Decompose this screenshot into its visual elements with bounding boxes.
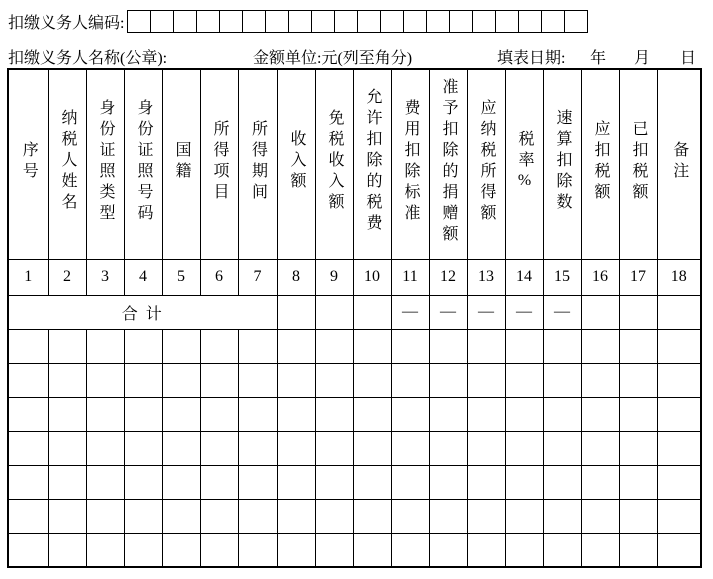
- empty-cell: [315, 397, 353, 431]
- col-header-label: 序号: [20, 140, 38, 183]
- empty-rows: [8, 329, 701, 567]
- col-header-expense-standard: [391, 69, 429, 259]
- empty-cell: [505, 533, 543, 567]
- col-header-tax-to-withhold: [581, 69, 619, 259]
- empty-cell: [657, 397, 701, 431]
- col-header-label: 身份证照号码: [135, 98, 152, 225]
- empty-cell: [8, 431, 48, 465]
- empty-cell: [162, 533, 200, 567]
- empty-cell: [48, 499, 86, 533]
- empty-cell: [124, 465, 162, 499]
- empty-cell: [543, 533, 581, 567]
- empty-cell: [353, 499, 391, 533]
- empty-cell: [8, 499, 48, 533]
- empty-cell: [277, 499, 315, 533]
- col-number: 12: [429, 259, 467, 295]
- empty-cell: [238, 533, 277, 567]
- col-header-label: 允许扣除的税费: [364, 88, 381, 236]
- empty-cell: [48, 533, 86, 567]
- empty-cell: [162, 397, 200, 431]
- empty-cell: [619, 397, 657, 431]
- table-row: [8, 329, 701, 363]
- agent-code-row: [8, 10, 588, 33]
- empty-cell: [200, 329, 238, 363]
- withholding-report-table: [7, 68, 702, 568]
- total-cell-dash: —: [429, 295, 467, 329]
- col-header-id-number: [124, 69, 162, 259]
- col-header-label: 纳税人姓名: [59, 109, 76, 215]
- col-header-label: 国籍: [173, 140, 190, 183]
- empty-cell: [162, 465, 200, 499]
- empty-cell: [429, 499, 467, 533]
- empty-cell: [277, 363, 315, 397]
- empty-cell: [315, 465, 353, 499]
- empty-cell: [162, 431, 200, 465]
- col-header-donation-deduct: [429, 69, 467, 259]
- empty-cell: [619, 363, 657, 397]
- code-box: [311, 10, 335, 33]
- code-box: [334, 10, 358, 33]
- empty-cell: [200, 397, 238, 431]
- empty-cell: [48, 465, 86, 499]
- code-box: [518, 10, 542, 33]
- empty-cell: [581, 329, 619, 363]
- empty-cell: [86, 329, 124, 363]
- table-row: [8, 397, 701, 431]
- col-number: 3: [86, 259, 124, 295]
- empty-cell: [467, 465, 505, 499]
- total-cell: [277, 295, 315, 329]
- col-header-tax-rate: [505, 69, 543, 259]
- empty-cell: [238, 431, 277, 465]
- empty-cell: [543, 329, 581, 363]
- empty-cell: [315, 363, 353, 397]
- empty-cell: [315, 431, 353, 465]
- empty-cell: [124, 533, 162, 567]
- empty-cell: [86, 363, 124, 397]
- code-box: [541, 10, 565, 33]
- amount-unit-label: 金额单位:元(列至角分): [253, 50, 413, 67]
- col-header-label: 备注: [670, 140, 688, 183]
- empty-cell: [124, 329, 162, 363]
- empty-cell: [124, 397, 162, 431]
- empty-cell: [429, 431, 467, 465]
- empty-cell: [657, 363, 701, 397]
- empty-cell: [429, 329, 467, 363]
- empty-cell: [315, 533, 353, 567]
- empty-cell: [200, 363, 238, 397]
- empty-cell: [277, 533, 315, 567]
- empty-cell: [353, 465, 391, 499]
- empty-cell: [657, 431, 701, 465]
- empty-cell: [86, 465, 124, 499]
- empty-cell: [467, 499, 505, 533]
- empty-cell: [657, 329, 701, 363]
- total-cell-dash: —: [391, 295, 429, 329]
- col-header-nationality: [162, 69, 200, 259]
- col-header-quick-deduction: [543, 69, 581, 259]
- col-header-label: 速算扣除数: [554, 109, 571, 215]
- empty-cell: [391, 533, 429, 567]
- empty-cell: [543, 465, 581, 499]
- col-header-id-type: [86, 69, 124, 259]
- empty-cell: [391, 363, 429, 397]
- table-row: [8, 533, 701, 567]
- empty-cell: [200, 533, 238, 567]
- empty-cell: [200, 431, 238, 465]
- col-header-income-item: [200, 69, 238, 259]
- col-number: 16: [581, 259, 619, 295]
- col-header-label: 身份证照类型: [97, 98, 114, 225]
- table-row: [8, 499, 701, 533]
- col-number: 4: [124, 259, 162, 295]
- empty-cell: [124, 363, 162, 397]
- empty-cell: [505, 363, 543, 397]
- col-header-label: 免税收入额: [326, 109, 343, 215]
- col-number: 15: [543, 259, 581, 295]
- col-header-deductible-taxes: [353, 69, 391, 259]
- empty-cell: [315, 499, 353, 533]
- empty-cell: [238, 329, 277, 363]
- empty-cell: [353, 329, 391, 363]
- col-number: 8: [277, 259, 315, 295]
- empty-cell: [619, 533, 657, 567]
- empty-cell: [86, 533, 124, 567]
- empty-cell: [353, 431, 391, 465]
- code-box: [265, 10, 289, 33]
- total-cell-dash: —: [543, 295, 581, 329]
- empty-cell: [277, 431, 315, 465]
- empty-cell: [277, 465, 315, 499]
- empty-cell: [238, 397, 277, 431]
- empty-cell: [581, 363, 619, 397]
- col-number: 1: [8, 259, 48, 295]
- empty-cell: [543, 431, 581, 465]
- col-header-taxpayer-name: [48, 69, 86, 259]
- col-number: 5: [162, 259, 200, 295]
- empty-cell: [505, 465, 543, 499]
- empty-cell: [353, 533, 391, 567]
- empty-cell: [657, 499, 701, 533]
- code-box: [219, 10, 243, 33]
- empty-cell: [467, 431, 505, 465]
- code-box: [472, 10, 496, 33]
- empty-cell: [543, 397, 581, 431]
- empty-cell: [467, 397, 505, 431]
- empty-cell: [429, 533, 467, 567]
- col-header-label: 所得项目: [211, 119, 228, 204]
- month-label: 月: [634, 50, 651, 67]
- empty-cell: [162, 363, 200, 397]
- empty-cell: [162, 499, 200, 533]
- col-number: 11: [391, 259, 429, 295]
- empty-cell: [277, 397, 315, 431]
- empty-cell: [238, 363, 277, 397]
- empty-cell: [48, 397, 86, 431]
- empty-cell: [429, 465, 467, 499]
- col-header-exempt-income: [315, 69, 353, 259]
- col-header-serial: [8, 69, 48, 259]
- empty-cell: [581, 431, 619, 465]
- code-box: [495, 10, 519, 33]
- empty-cell: [277, 329, 315, 363]
- col-header-label: 所得期间: [249, 119, 267, 204]
- total-cell: [353, 295, 391, 329]
- empty-cell: [124, 431, 162, 465]
- empty-cell: [391, 431, 429, 465]
- table-row: [8, 431, 701, 465]
- column-number-row: [8, 259, 701, 295]
- empty-cell: [353, 397, 391, 431]
- col-number: 7: [238, 259, 277, 295]
- empty-cell: [429, 363, 467, 397]
- col-number: 17: [619, 259, 657, 295]
- col-number: 2: [48, 259, 86, 295]
- empty-cell: [200, 465, 238, 499]
- empty-cell: [8, 363, 48, 397]
- empty-cell: [543, 363, 581, 397]
- code-box: [449, 10, 473, 33]
- col-number: 14: [505, 259, 543, 295]
- empty-cell: [505, 397, 543, 431]
- col-number: 18: [657, 259, 701, 295]
- fill-date-label: 填表日期:: [497, 50, 566, 67]
- empty-cell: [467, 363, 505, 397]
- col-header-income-period: [238, 69, 277, 259]
- empty-cell: [86, 499, 124, 533]
- code-box: [196, 10, 220, 33]
- empty-cell: [48, 329, 86, 363]
- col-number: 9: [315, 259, 353, 295]
- empty-cell: [124, 499, 162, 533]
- total-cell: [315, 295, 353, 329]
- empty-cell: [8, 465, 48, 499]
- empty-cell: [238, 499, 277, 533]
- col-number: 13: [467, 259, 505, 295]
- empty-cell: [391, 499, 429, 533]
- code-box: [127, 10, 151, 33]
- code-box: [288, 10, 312, 33]
- total-label: 合 计: [8, 295, 277, 329]
- empty-cell: [86, 397, 124, 431]
- form-subheader: [0, 45, 713, 65]
- empty-cell: [391, 465, 429, 499]
- agent-name-label: 扣缴义务人名称(公章):: [8, 50, 168, 67]
- table-row: [8, 465, 701, 499]
- col-header-label: 费用扣除标准: [402, 98, 419, 225]
- col-header-label: 已扣税额: [630, 119, 647, 204]
- empty-cell: [353, 363, 391, 397]
- table-header-row: [8, 69, 701, 259]
- total-cell-dash: —: [467, 295, 505, 329]
- agent-code-label: 扣缴义务人编码:: [8, 15, 125, 32]
- col-header-tax-withheld: [619, 69, 657, 259]
- total-cell: [657, 295, 701, 329]
- col-number: 6: [200, 259, 238, 295]
- empty-cell: [619, 431, 657, 465]
- total-cell: [619, 295, 657, 329]
- empty-cell: [8, 329, 48, 363]
- empty-cell: [391, 397, 429, 431]
- empty-cell: [48, 363, 86, 397]
- year-label: 年: [590, 50, 607, 67]
- code-box: [380, 10, 404, 33]
- empty-cell: [429, 397, 467, 431]
- code-box: [357, 10, 381, 33]
- empty-cell: [581, 533, 619, 567]
- empty-cell: [619, 465, 657, 499]
- col-header-income-amount: [277, 69, 315, 259]
- empty-cell: [238, 465, 277, 499]
- day-label: 日: [680, 50, 697, 67]
- code-box: [403, 10, 427, 33]
- empty-cell: [581, 397, 619, 431]
- code-box: [150, 10, 174, 33]
- empty-cell: [505, 499, 543, 533]
- empty-cell: [581, 465, 619, 499]
- col-header-label: 收入额: [288, 130, 305, 194]
- empty-cell: [657, 533, 701, 567]
- empty-cell: [505, 431, 543, 465]
- empty-cell: [162, 329, 200, 363]
- col-header-label: 应扣税额: [592, 119, 609, 204]
- empty-cell: [581, 499, 619, 533]
- empty-cell: [391, 329, 429, 363]
- empty-cell: [467, 533, 505, 567]
- empty-cell: [86, 431, 124, 465]
- empty-cell: [315, 329, 353, 363]
- col-number: 10: [353, 259, 391, 295]
- total-row: [8, 295, 701, 329]
- total-cell-dash: —: [505, 295, 543, 329]
- col-header-label: 准予扣除的捐赠额: [440, 77, 457, 246]
- agent-code-boxes: [127, 10, 588, 33]
- empty-cell: [619, 499, 657, 533]
- code-box: [426, 10, 450, 33]
- empty-cell: [467, 329, 505, 363]
- empty-cell: [8, 397, 48, 431]
- code-box: [173, 10, 197, 33]
- code-box: [564, 10, 588, 33]
- empty-cell: [505, 329, 543, 363]
- total-cell: [581, 295, 619, 329]
- col-header-label: 税率%: [516, 129, 533, 194]
- col-header-remarks: [657, 69, 701, 259]
- col-header-label: 应纳税所得额: [478, 98, 495, 225]
- empty-cell: [657, 465, 701, 499]
- col-header-taxable-income: [467, 69, 505, 259]
- empty-cell: [543, 499, 581, 533]
- empty-cell: [200, 499, 238, 533]
- code-box: [242, 10, 266, 33]
- empty-cell: [48, 431, 86, 465]
- empty-cell: [8, 533, 48, 567]
- empty-cell: [619, 329, 657, 363]
- table-row: [8, 363, 701, 397]
